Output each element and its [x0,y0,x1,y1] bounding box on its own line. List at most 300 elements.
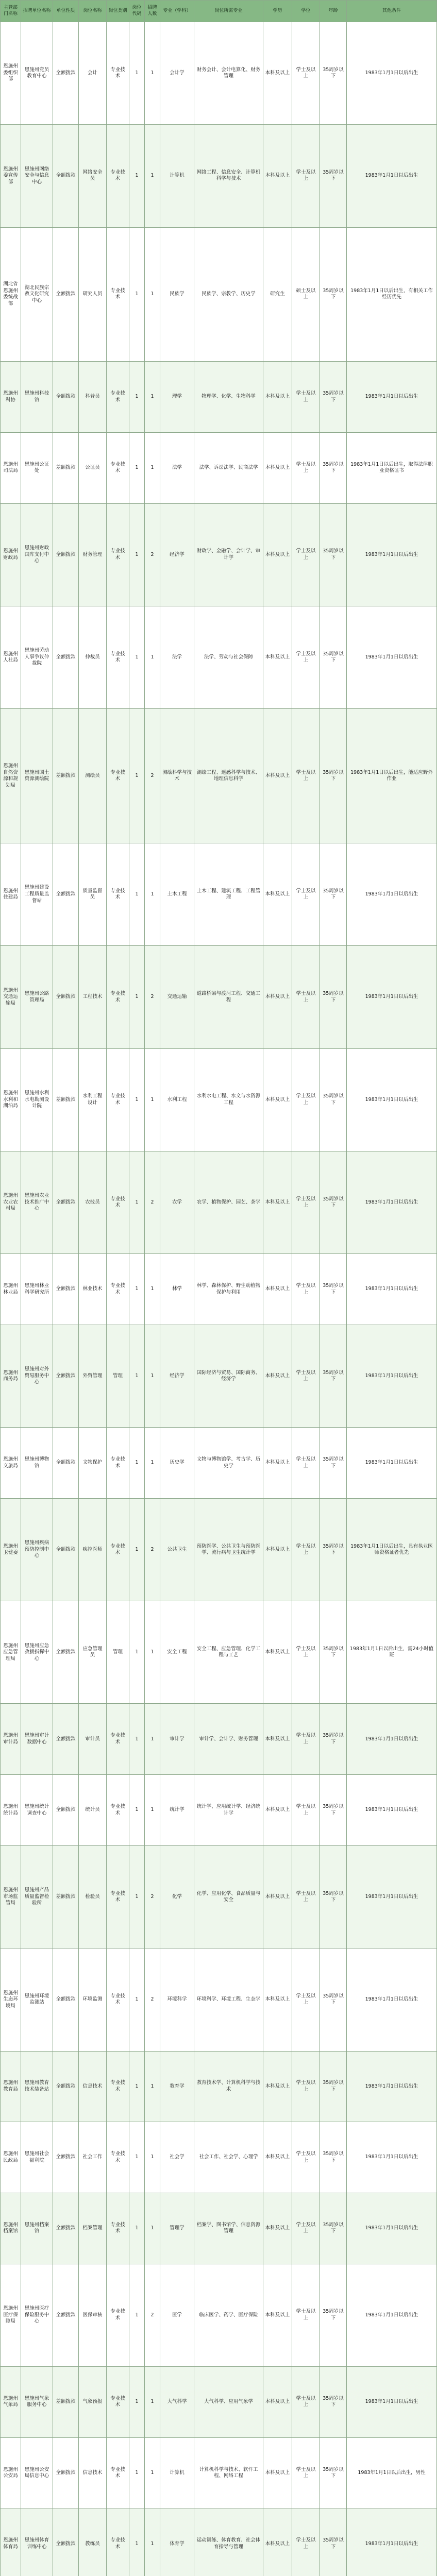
table-row [1,1704,437,1775]
dept-cell: 恩施州市场监管局 [1,1845,21,1948]
nature-cell: 全额拨款 [53,2264,79,2366]
education-cell: 本科及以上 [263,1775,292,1846]
dept-cell: 恩施州审计局 [1,1704,21,1775]
age-cell: 35周岁以下 [320,1845,347,1948]
education-cell: 本科及以上 [263,433,292,504]
code-cell: 1 [129,2264,145,2366]
code-cell: 1 [129,1254,145,1325]
column-header: 学历 [263,1,292,22]
other-cell: 1983年1月1日以后出生，具有执业医师资格证者优先 [347,1498,437,1601]
count-cell: 2 [145,503,160,606]
nature-cell: 全额拨款 [53,843,79,946]
nature-cell: 全额拨款 [53,2193,79,2264]
degree-cell: 学士及以上 [292,2509,320,2576]
category-cell: 专业技术 [107,2367,129,2438]
major-cell: 预防医学、公共卫生与预防医学、流行病与卫生统计学 [194,1498,263,1601]
major-cell: 国际经济与贸易、国际商务、经济学 [194,1325,263,1427]
unit-cell: 湖北民族宗教文化研究中心 [21,227,53,362]
count-cell: 2 [145,2264,160,2366]
post-cell: 农技员 [79,1151,107,1253]
nature-cell: 全额拨款 [53,503,79,606]
column-header: 单位性质 [53,1,79,22]
category-cell: 专业技术 [107,1498,129,1601]
dept-cell: 恩施州司法局 [1,433,21,504]
column-header: 岗位代码 [129,1,145,22]
nature-cell: 全额拨款 [53,2122,79,2193]
dept-cell: 湖北省恩施州委统战部 [1,227,21,362]
category-cell: 专业技术 [107,503,129,606]
age-cell: 35周岁以下 [320,2367,347,2438]
major-cell: 民族学、宗教学、历史学 [194,227,263,362]
unit-cell: 恩施州公证处 [21,433,53,504]
code-cell: 1 [129,125,145,227]
age-cell: 35周岁以下 [320,1498,347,1601]
table-row [1,503,437,606]
education-cell: 本科及以上 [263,2122,292,2193]
nature-cell: 全额拨款 [53,1254,79,1325]
age-cell: 35周岁以下 [320,1325,347,1427]
count-cell: 2 [145,946,160,1048]
field-cell: 化学 [160,1845,194,1948]
category-cell: 专业技术 [107,1151,129,1253]
table-row [1,125,437,227]
other-cell: 1983年1月1日以后出生 [347,1948,437,2051]
code-cell: 1 [129,709,145,843]
category-cell: 专业技术 [107,1254,129,1325]
education-cell: 本科及以上 [263,1325,292,1427]
category-cell: 专业技术 [107,1775,129,1846]
field-cell: 教育学 [160,2051,194,2122]
other-cell: 1983年1月1日以后出生 [347,1048,437,1151]
education-cell: 本科及以上 [263,1498,292,1601]
degree-cell: 学士及以上 [292,362,320,433]
field-cell: 社会学 [160,2122,194,2193]
field-cell: 计算机 [160,125,194,227]
table-row [1,2051,437,2122]
count-cell: 1 [145,22,160,125]
age-cell: 35周岁以下 [320,2122,347,2193]
other-cell: 1983年1月1日以后出生 [347,946,437,1048]
age-cell: 35周岁以下 [320,1048,347,1151]
degree-cell: 学士及以上 [292,1498,320,1601]
field-cell: 交通运输 [160,946,194,1048]
post-cell: 教练员 [79,2509,107,2576]
unit-cell: 恩施州教育技术装备站 [21,2051,53,2122]
post-cell: 社会工作 [79,2122,107,2193]
field-cell: 计算机 [160,2437,194,2509]
other-cell: 1983年1月1日以后出生 [347,2122,437,2193]
major-cell: 临床医学、药学、医疗保险 [194,2264,263,2366]
age-cell: 35周岁以下 [320,125,347,227]
field-cell: 经济学 [160,1325,194,1427]
other-cell: 1983年1月1日以后出生 [347,2193,437,2264]
unit-cell: 恩施州统计调查中心 [21,1775,53,1846]
unit-cell: 恩施州审计数据中心 [21,1704,53,1775]
other-cell: 1983年1月1日以后出生，取得法律职业资格证书 [347,433,437,504]
other-cell: 1983年1月1日以后出生 [347,1325,437,1427]
count-cell: 1 [145,2509,160,2576]
nature-cell: 全额拨款 [53,606,79,709]
major-cell: 测绘工程、遥感科学与技术、地理信息科学 [194,709,263,843]
code-cell: 1 [129,2051,145,2122]
unit-cell: 恩施州疾病预防控制中心 [21,1498,53,1601]
age-cell: 35周岁以下 [320,946,347,1048]
degree-cell: 学士及以上 [292,2367,320,2438]
other-cell: 1983年1月1日以后出生，有相关工作经历优先 [347,227,437,362]
field-cell: 理学 [160,362,194,433]
column-header: 招聘人数 [145,1,160,22]
major-cell: 大气科学、应用气象学 [194,2367,263,2438]
field-cell: 审计学 [160,1704,194,1775]
category-cell: 专业技术 [107,433,129,504]
degree-cell: 学士及以上 [292,1151,320,1253]
column-header: 岗位所需专业 [194,1,263,22]
nature-cell: 全额拨款 [53,1151,79,1253]
age-cell: 35周岁以下 [320,1254,347,1325]
other-cell: 1983年1月1日以后出生 [347,2367,437,2438]
table-row [1,1254,437,1325]
column-header: 其他条件 [347,1,437,22]
major-cell: 教育技术学、计算机科学与技术 [194,2051,263,2122]
post-cell: 信息技术 [79,2437,107,2509]
post-cell: 疾控医师 [79,1498,107,1601]
nature-cell: 全额拨款 [53,2437,79,2509]
code-cell: 1 [129,503,145,606]
dept-cell: 恩施州财政局 [1,503,21,606]
table-row [1,1845,437,1948]
category-cell: 专业技术 [107,362,129,433]
field-cell: 历史学 [160,1428,194,1499]
field-cell: 公共卫生 [160,1498,194,1601]
count-cell: 1 [145,1254,160,1325]
nature-cell: 差额拨款 [53,1048,79,1151]
table-row [1,2264,437,2366]
nature-cell: 差额拨款 [53,433,79,504]
degree-cell: 学士及以上 [292,1601,320,1704]
table-row [1,433,437,504]
post-cell: 环境监测 [79,1948,107,2051]
education-cell: 本科及以上 [263,2264,292,2366]
table-row [1,1151,437,1253]
category-cell: 专业技术 [107,1048,129,1151]
count-cell: 2 [145,1151,160,1253]
other-cell: 1983年1月1日以后出生，男性 [347,2437,437,2509]
column-header: 岗位类别 [107,1,129,22]
unit-cell: 恩施州社会福利院 [21,2122,53,2193]
education-cell: 本科及以上 [263,1704,292,1775]
nature-cell: 差额拨款 [53,709,79,843]
major-cell: 道路桥梁与渡河工程、交通工程 [194,946,263,1048]
degree-cell: 学士及以上 [292,1428,320,1499]
field-cell: 管理学 [160,2193,194,2264]
count-cell: 1 [145,2122,160,2193]
degree-cell: 学士及以上 [292,2122,320,2193]
post-cell: 审计员 [79,1704,107,1775]
age-cell: 35周岁以下 [320,843,347,946]
education-cell: 本科及以上 [263,2509,292,2576]
count-cell: 2 [145,1948,160,2051]
count-cell: 1 [145,843,160,946]
field-cell: 体育学 [160,2509,194,2576]
field-cell: 农学 [160,1151,194,1253]
nature-cell: 全额拨款 [53,362,79,433]
major-cell: 计算机科学与技术、软件工程、网络工程 [194,2437,263,2509]
table-row [1,1325,437,1427]
dept-cell: 恩施州应急管理局 [1,1601,21,1704]
dept-cell: 恩施州水利和湖泊局 [1,1048,21,1151]
dept-cell: 恩施州委宣传部 [1,125,21,227]
age-cell: 35周岁以下 [320,2051,347,2122]
unit-cell: 恩施州水利水电勘测设计院 [21,1048,53,1151]
major-cell: 财务会计、会计电算化、财务管理 [194,22,263,125]
field-cell: 林学 [160,1254,194,1325]
field-cell: 法学 [160,606,194,709]
column-header: 专业（学科） [160,1,194,22]
field-cell: 土木工程 [160,843,194,946]
category-cell: 专业技术 [107,2051,129,2122]
age-cell: 35周岁以下 [320,1601,347,1704]
major-cell: 法学、诉讼法学、民商法学 [194,433,263,504]
education-cell: 本科及以上 [263,709,292,843]
code-cell: 1 [129,1428,145,1499]
other-cell: 1983年1月1日以后出生 [347,503,437,606]
post-cell: 工程技术 [79,946,107,1048]
count-cell: 1 [145,227,160,362]
table-row [1,1048,437,1151]
count-cell: 1 [145,1048,160,1151]
code-cell: 1 [129,1704,145,1775]
major-cell: 网络工程、信息安全、计算机科学与技术 [194,125,263,227]
nature-cell: 全额拨款 [53,1948,79,2051]
age-cell: 35周岁以下 [320,2193,347,2264]
major-cell: 法学、劳动与社会保障 [194,606,263,709]
age-cell: 35周岁以下 [320,2264,347,2366]
table-row [1,709,437,843]
dept-cell: 恩施州体育局 [1,2509,21,2576]
other-cell: 1983年1月1日以后出生 [347,1704,437,1775]
degree-cell: 学士及以上 [292,1775,320,1846]
category-cell: 专业技术 [107,227,129,362]
dept-cell: 恩施州公安局 [1,2437,21,2509]
degree-cell: 学士及以上 [292,503,320,606]
nature-cell: 全额拨款 [53,2509,79,2576]
post-cell: 会计 [79,22,107,125]
degree-cell: 学士及以上 [292,1845,320,1948]
category-cell: 专业技术 [107,2437,129,2509]
code-cell: 1 [129,2367,145,2438]
age-cell: 35周岁以下 [320,362,347,433]
count-cell: 1 [145,1601,160,1704]
degree-cell: 学士及以上 [292,2051,320,2122]
nature-cell: 全额拨款 [53,1704,79,1775]
category-cell: 专业技术 [107,709,129,843]
degree-cell: 学士及以上 [292,433,320,504]
category-cell: 专业技术 [107,2509,129,2576]
category-cell: 专业技术 [107,843,129,946]
table-row [1,2367,437,2438]
major-cell: 环境科学、环境工程、生态学 [194,1948,263,2051]
nature-cell: 全额拨款 [53,2051,79,2122]
nature-cell: 全额拨款 [53,125,79,227]
column-header: 学位 [292,1,320,22]
code-cell: 1 [129,2437,145,2509]
nature-cell: 全额拨款 [53,1775,79,1846]
post-cell: 林业技术 [79,1254,107,1325]
major-cell: 林学、森林保护、野生动植物保护与利用 [194,1254,263,1325]
table-row [1,362,437,433]
degree-cell: 学士及以上 [292,22,320,125]
other-cell: 1983年1月1日以后出生，能适应野外作业 [347,709,437,843]
count-cell: 1 [145,2193,160,2264]
code-cell: 1 [129,2122,145,2193]
table-row [1,22,437,125]
column-header: 岗位名称 [79,1,107,22]
post-cell: 气象预报 [79,2367,107,2438]
category-cell: 专业技术 [107,1428,129,1499]
category-cell: 专业技术 [107,1948,129,2051]
major-cell: 安全工程、应急管理、化学工程与工艺 [194,1601,263,1704]
major-cell: 档案学、图书馆学、信息资源管理 [194,2193,263,2264]
count-cell: 2 [145,1498,160,1601]
field-cell: 安全工程 [160,1601,194,1704]
code-cell: 1 [129,1325,145,1427]
count-cell: 1 [145,606,160,709]
dept-cell: 恩施州林业局 [1,1254,21,1325]
field-cell: 测绘科学与技术 [160,709,194,843]
table-row [1,843,437,946]
degree-cell: 学士及以上 [292,1704,320,1775]
count-cell: 1 [145,433,160,504]
post-cell: 水利工程设计 [79,1048,107,1151]
dept-cell: 恩施州住建局 [1,843,21,946]
code-cell: 1 [129,227,145,362]
unit-cell: 恩施州博物馆 [21,1428,53,1499]
major-cell: 运动训练、体育教育、社会体育指导与管理 [194,2509,263,2576]
other-cell: 1983年1月1日以后出生 [347,2509,437,2576]
other-cell: 1983年1月1日以后出生 [347,606,437,709]
unit-cell: 恩施州档案馆 [21,2193,53,2264]
education-cell: 本科及以上 [263,362,292,433]
unit-cell: 恩施州网络安全与信息中心 [21,125,53,227]
degree-cell: 学士及以上 [292,1948,320,2051]
post-cell: 检验员 [79,1845,107,1948]
major-cell: 文物与博物馆学、考古学、历史学 [194,1428,263,1499]
dept-cell: 恩施州档案馆 [1,2193,21,2264]
header-row [1,1,437,22]
count-cell: 2 [145,709,160,843]
other-cell: 1983年1月1日以后出生 [347,1254,437,1325]
category-cell: 专业技术 [107,125,129,227]
unit-cell: 恩施州公安局信息中心 [21,2437,53,2509]
count-cell: 1 [145,362,160,433]
count-cell: 1 [145,1428,160,1499]
dept-cell: 恩施州文旅局 [1,1428,21,1499]
degree-cell: 学士及以上 [292,2193,320,2264]
post-cell: 质量监督员 [79,843,107,946]
field-cell: 民族学 [160,227,194,362]
other-cell: 1983年1月1日以后出生 [347,1151,437,1253]
count-cell: 1 [145,1775,160,1846]
field-cell: 水利工程 [160,1048,194,1151]
degree-cell: 学士及以上 [292,2264,320,2366]
table-row [1,2193,437,2264]
education-cell: 本科及以上 [263,2193,292,2264]
post-cell: 应急管理员 [79,1601,107,1704]
post-cell: 公证员 [79,433,107,504]
post-cell: 信息技术 [79,2051,107,2122]
age-cell: 35周岁以下 [320,433,347,504]
unit-cell: 恩施州科技馆 [21,362,53,433]
unit-cell: 恩施州党员教育中心 [21,22,53,125]
table-row [1,1601,437,1704]
major-cell: 财政学、金融学、会计学、审计学 [194,503,263,606]
age-cell: 35周岁以下 [320,1948,347,2051]
count-cell: 2 [145,1845,160,1948]
dept-cell: 恩施州统计局 [1,1775,21,1846]
education-cell: 本科及以上 [263,503,292,606]
field-cell: 法学 [160,433,194,504]
count-cell: 1 [145,125,160,227]
column-header: 主管部门名称 [1,1,21,22]
unit-cell: 恩施州产品质量监督检验所 [21,1845,53,1948]
degree-cell: 学士及以上 [292,1048,320,1151]
post-cell: 档案管理 [79,2193,107,2264]
code-cell: 1 [129,2509,145,2576]
nature-cell: 全额拨款 [53,1325,79,1427]
category-cell: 专业技术 [107,946,129,1048]
code-cell: 1 [129,1948,145,2051]
dept-cell: 恩施州人社局 [1,606,21,709]
unit-cell: 恩施州农业技术推广中心 [21,1151,53,1253]
other-cell: 1983年1月1日以后出生 [347,125,437,227]
category-cell: 专业技术 [107,1845,129,1948]
category-cell: 专业技术 [107,2264,129,2366]
post-cell: 研究人员 [79,227,107,362]
age-cell: 35周岁以下 [320,1428,347,1499]
dept-cell: 恩施州委组织部 [1,22,21,125]
post-cell: 文物保护 [79,1428,107,1499]
unit-cell: 恩施州医疗保险服务中心 [21,2264,53,2366]
nature-cell: 差额拨款 [53,2367,79,2438]
major-cell: 物理学、化学、生物科学 [194,362,263,433]
field-cell: 经济学 [160,503,194,606]
major-cell: 社会工作、社会学、心理学 [194,2122,263,2193]
code-cell: 1 [129,1775,145,1846]
education-cell: 本科及以上 [263,946,292,1048]
major-cell: 统计学、应用统计学、经济统计学 [194,1775,263,1846]
other-cell: 1983年1月1日以后出生，需24小时值班 [347,1601,437,1704]
dept-cell: 恩施州卫健委 [1,1498,21,1601]
education-cell: 本科及以上 [263,125,292,227]
code-cell: 1 [129,1498,145,1601]
count-cell: 1 [145,2437,160,2509]
nature-cell: 全额拨款 [53,227,79,362]
other-cell: 1983年1月1日以后出生 [347,22,437,125]
post-cell: 外贸管理 [79,1325,107,1427]
dept-cell: 恩施州民政局 [1,2122,21,2193]
education-cell: 本科及以上 [263,1845,292,1948]
unit-cell: 恩施州应急救援指挥中心 [21,1601,53,1704]
major-cell: 农学、植物保护、园艺、茶学 [194,1151,263,1253]
table-row [1,1948,437,2051]
major-cell: 化学、应用化学、食品质量与安全 [194,1845,263,1948]
table-row [1,946,437,1048]
category-cell: 专业技术 [107,2122,129,2193]
unit-cell: 恩施州体育训练中心 [21,2509,53,2576]
age-cell: 35周岁以下 [320,2437,347,2509]
education-cell: 本科及以上 [263,1948,292,2051]
post-cell: 医保审核 [79,2264,107,2366]
